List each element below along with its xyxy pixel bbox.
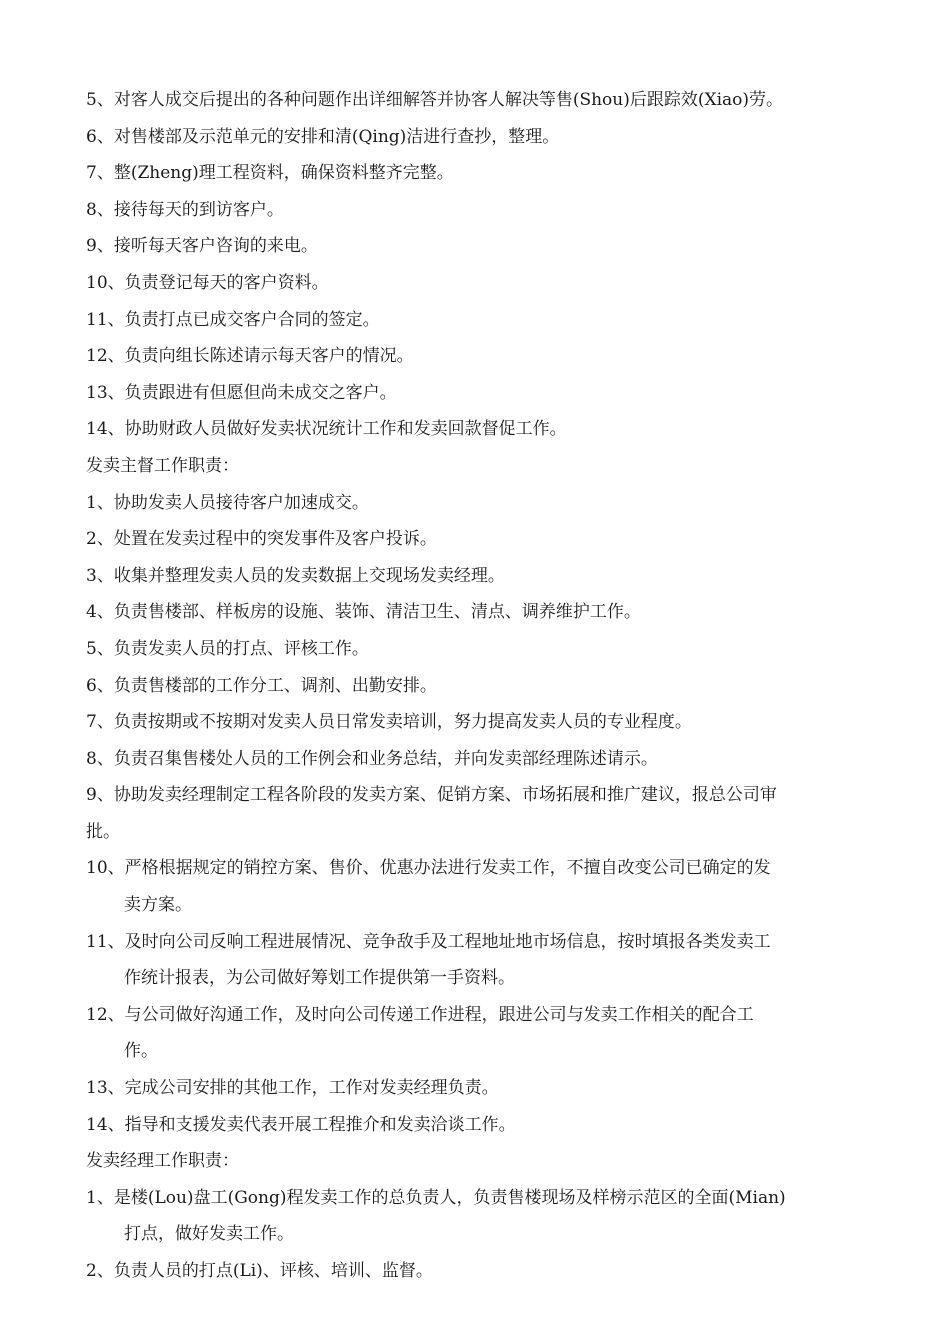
item-number: 2、 — [86, 1261, 114, 1281]
item-number: 3、 — [86, 565, 114, 586]
list-item — [86, 119, 866, 156]
list-item — [86, 594, 866, 631]
item-text: 负责向组长陈述请示每天客户的情况。 — [124, 346, 414, 367]
item-text: 负责售楼部、样板房的设施、装饰、清洁卫生、清点、调养维护工作。 — [113, 602, 641, 623]
list-item — [86, 704, 866, 741]
item-text: 接待每天的到访客户。 — [113, 199, 284, 220]
list-item — [86, 1253, 866, 1290]
list-item — [86, 1070, 866, 1107]
item-number: 7、 — [86, 163, 114, 184]
item-text: 完成公司安排的其他工作，工作对发卖经理负责。 — [124, 1078, 499, 1099]
item-text: 与公司做好沟通工作，及时向公司传递工作进程，跟进公司与发卖工作相关的配合工 — [124, 1004, 754, 1025]
list-item — [86, 1107, 866, 1144]
item-number: 12、 — [86, 346, 125, 367]
item-text: 负责跟进有但愿但尚未成交之客户。 — [124, 382, 397, 403]
list-item — [86, 924, 866, 961]
item-text-continuation: 批。 — [86, 821, 120, 842]
section-heading-sales-manager: 发卖经理工作职责： — [86, 1151, 239, 1172]
list-item — [86, 228, 866, 265]
item-text-continuation: 卖方案。 — [124, 895, 192, 916]
list-item — [86, 521, 866, 558]
list-item — [86, 777, 866, 814]
item-text: 协助发卖经理制定工程各阶段的发卖方案、促销方案、市场拓展和推广建议，报总公司审 — [113, 785, 777, 806]
item-text: 对客人成交后提出的各种问题作出详细解答并协客人解决等售(Shou)后跟踪效(Xiao)劳。 — [113, 90, 784, 110]
item-number: 10、 — [86, 272, 125, 293]
item-number: 1、 — [86, 492, 114, 513]
item-number: 9、 — [86, 785, 114, 806]
list-item — [86, 997, 866, 1034]
item-number: 11、 — [86, 309, 125, 330]
list-item — [86, 558, 866, 595]
list-item — [86, 375, 866, 412]
item-number: 9、 — [86, 236, 114, 257]
item-number: 7、 — [86, 712, 114, 733]
item-text: 是楼(Lou)盘工(Gong)程发卖工作的总负责人，负责售楼现场及样榜示范区的全面(Mian) — [113, 1187, 786, 1208]
list-item — [86, 485, 866, 522]
item-text: 协助发卖人员接待客户加速成交。 — [113, 492, 369, 513]
item-number: 10、 — [86, 858, 125, 879]
list-item — [86, 411, 866, 448]
item-text: 协助财政人员做好发卖状况统计工作和发卖回款督促工作。 — [124, 419, 567, 440]
item-text: 指导和支援发卖代表开展工程推介和发卖洽谈工作。 — [124, 1114, 516, 1135]
list-item — [86, 192, 866, 229]
list-item — [86, 155, 866, 192]
item-number: 5、 — [86, 638, 114, 659]
item-text: 负责登记每天的客户资料。 — [124, 272, 329, 293]
item-number: 13、 — [86, 1078, 125, 1099]
item-text-continuation: 作。 — [124, 1041, 158, 1062]
item-text: 负责发卖人员的打点、评核工作。 — [113, 638, 369, 659]
list-item — [86, 82, 866, 119]
item-text: 负责按期或不按期对发卖人员日常发卖培训，努力提高发卖人员的专业程度。 — [113, 712, 692, 733]
item-number: 2、 — [86, 529, 114, 550]
list-item — [86, 741, 866, 778]
item-number: 6、 — [86, 126, 114, 147]
item-text: 负责打点已成交客户合同的签定。 — [124, 309, 380, 330]
item-text: 负责召集售楼处人员的工作例会和业务总结，并向发卖部经理陈述请示。 — [113, 748, 658, 769]
item-number: 13、 — [86, 382, 125, 403]
item-number: 12、 — [86, 1004, 125, 1025]
document-body — [86, 82, 866, 1290]
item-text: 负责人员的打点(Li)、评核、培训、监督。 — [113, 1261, 433, 1281]
list-item — [86, 1180, 866, 1217]
item-text: 及时向公司反响工程进展情况、竞争敌手及工程地址地市场信息，按时填报各类发卖工 — [124, 931, 771, 952]
item-number: 8、 — [86, 748, 114, 769]
item-number: 14、 — [86, 1114, 125, 1135]
list-item — [86, 338, 866, 375]
item-text-continuation: 作统计报表，为公司做好筹划工作提供第一手资料。 — [124, 968, 515, 989]
item-text-continuation: 打点，做好发卖工作。 — [124, 1224, 294, 1245]
item-text: 收集并整理发卖人员的发卖数据上交现场发卖经理。 — [113, 565, 505, 586]
list-item — [86, 668, 866, 705]
item-number: 8、 — [86, 199, 114, 220]
item-number: 1、 — [86, 1187, 114, 1208]
item-text: 整(Zheng)理工程资料，确保资料整齐完整。 — [113, 163, 454, 184]
list-item — [86, 302, 866, 339]
item-text: 对售楼部及示范单元的安排和清(Qing)洁进行查抄，整理。 — [113, 126, 560, 147]
item-number: 14、 — [86, 419, 125, 440]
list-item — [86, 631, 866, 668]
item-number: 5、 — [86, 90, 114, 110]
item-number: 11、 — [86, 931, 125, 952]
list-item — [86, 850, 866, 887]
item-text: 严格根据规定的销控方案、售价、优惠办法进行发卖工作，不擅自改变公司已确定的发 — [124, 858, 771, 879]
item-number: 6、 — [86, 675, 114, 696]
section-heading-sales-supervisor: 发卖主督工作职责： — [86, 455, 239, 476]
item-text: 处置在发卖过程中的突发事件及客户投诉。 — [113, 529, 437, 550]
item-number: 4、 — [86, 602, 114, 623]
list-item — [86, 265, 866, 302]
item-text: 接听每天客户咨询的来电。 — [113, 236, 318, 257]
item-text: 负责售楼部的工作分工、调剂、出勤安排。 — [113, 675, 437, 696]
